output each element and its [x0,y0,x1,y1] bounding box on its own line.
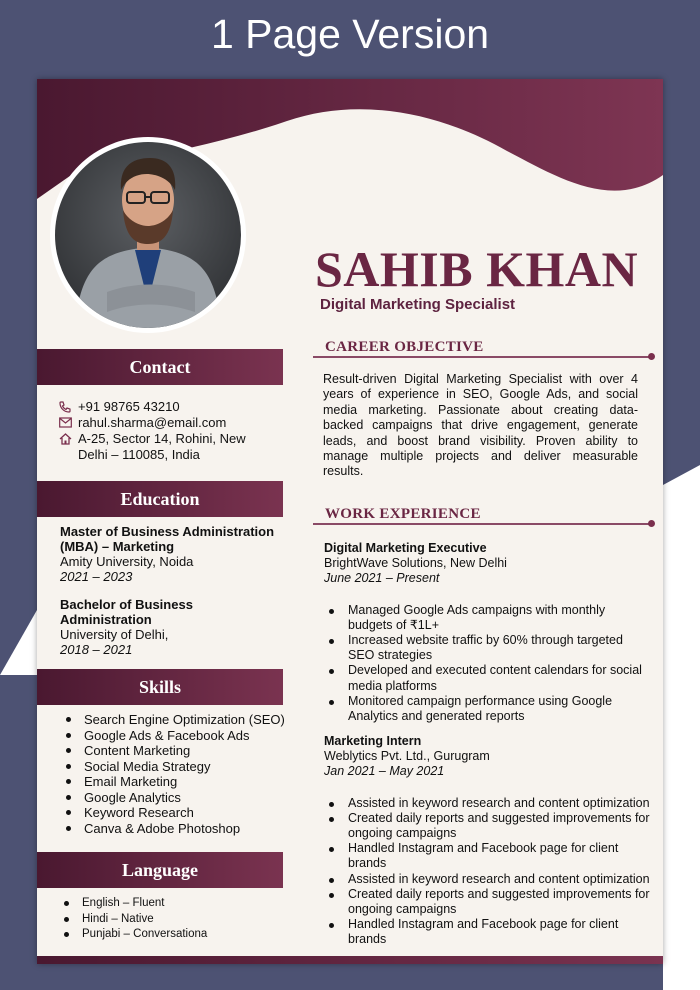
years: 2018 – 2021 [60,642,133,657]
list-item: Increased website traffic by 60% through targeted SEO strategies [324,633,649,663]
school: Amity University, Noida [60,554,194,569]
divider-dot [648,520,655,527]
job-dates: June 2021 – Present [324,571,440,586]
section-divider [313,523,649,525]
job-bullets [324,603,649,725]
job-dates: Jan 2021 – May 2021 [324,764,445,779]
candidate-name: SAHIB KHAN [315,241,639,297]
education-entry [60,524,290,584]
career-objective-text: Result-driven Digital Marketing Specialist with over 4 years of experience in SEO, Google Ads, and social media marketing. Passionate about creating data-backed campaigns that drive engagement, generate leads, and boost brand visibility. Proven ability to manage multiple projects and deliver measurable results. [323,372,638,479]
job-entry [324,541,654,724]
work-experience-heading: WORK EXPERIENCE [325,506,481,522]
school: University of Delhi, [60,627,169,642]
profile-photo [50,137,246,333]
career-objective-heading: CAREER OBJECTIVE [325,339,484,355]
list-item: Created daily reports and suggested improvements for ongoing campaigns [324,811,659,841]
degree-line-2: (MBA) – Marketing [60,539,175,554]
list-item: English – Fluent [58,896,288,912]
address-line-2: Delhi – 110085, India [78,447,200,462]
list-item: Assisted in keyword research and content optimization [324,872,659,887]
list-item: Handled Instagram and Facebook page for client brands [324,917,659,947]
education-entry [60,597,290,657]
list-item: Search Engine Optimization (SEO) [60,712,300,728]
list-item: Hindi – Native [58,912,288,928]
job-bullets [324,796,659,948]
divider-dot [648,353,655,360]
list-item: Keyword Research [60,805,300,821]
email-text: rahul.sharma@email.com [78,415,227,430]
home-icon [59,431,78,463]
degree-line-2: Administration [60,612,152,627]
degree-line-1: Master of Business Administration [60,524,275,539]
language-list [58,896,288,943]
bottom-accent-bar [37,956,663,964]
degree-line-1: Bachelor of Business [60,597,193,612]
years: 2021 – 2023 [60,569,133,584]
job-entry [324,734,654,948]
contact-address [59,431,246,463]
job-company: Weblytics Pvt. Ltd., Gurugram [324,749,490,764]
list-item: Handled Instagram and Facebook page for client brands [324,841,659,871]
list-item: Monitored campaign performance using Google Analytics and generated reports [324,694,649,724]
list-item: Developed and executed content calendars for social media platforms [324,663,649,693]
contact-phone [59,399,180,415]
job-title: Digital Marketing Executive [324,541,487,555]
banner-title: 1 Page Version [210,11,490,57]
section-divider [313,356,649,358]
education-heading: Education [37,481,283,517]
language-heading: Language [37,852,283,888]
list-item: Created daily reports and suggested improvements for ongoing campaigns [324,887,659,917]
contact-heading: Contact [37,349,283,385]
candidate-title: Digital Marketing Specialist [320,296,516,313]
list-item: Assisted in keyword research and content optimization [324,796,659,811]
email-icon [59,415,78,431]
phone-text: +91 98765 43210 [78,399,180,414]
list-item: Social Media Strategy [60,759,300,775]
skills-heading: Skills [37,669,283,705]
resume-page [37,79,663,964]
list-item: Content Marketing [60,743,300,759]
skills-list [60,712,300,836]
address-line-1: A-25, Sector 14, Rohini, New [78,431,246,446]
list-item: Managed Google Ads campaigns with monthly budgets of ₹1L+ [324,603,649,633]
phone-icon [59,399,78,415]
list-item: Email Marketing [60,774,300,790]
list-item: Punjabi – Conversationa [58,927,288,943]
list-item: Canva & Adobe Photoshop [60,821,300,837]
list-item: Google Ads & Facebook Ads [60,728,300,744]
contact-email [59,415,226,431]
job-company: BrightWave Solutions, New Delhi [324,556,507,571]
list-item: Google Analytics [60,790,300,806]
job-title: Marketing Intern [324,734,422,748]
